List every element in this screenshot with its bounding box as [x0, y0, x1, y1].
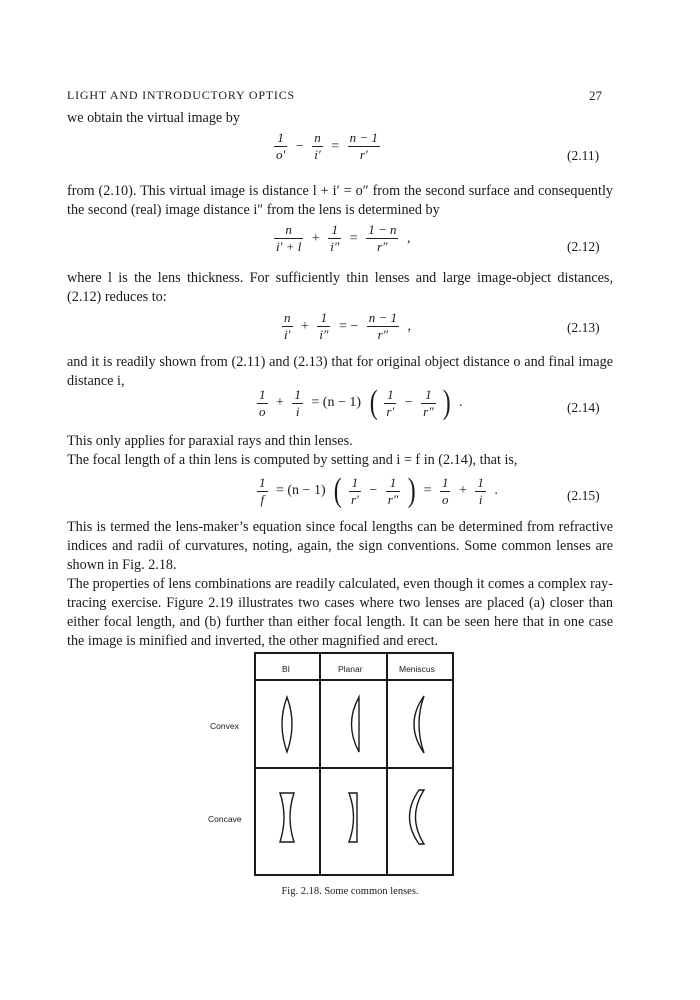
fraction: $\frac{1}{i}$ [477, 474, 484, 507]
fraction: $\frac{1}{o}$ [259, 386, 266, 419]
fraction: $\frac{1}{r''}$ [423, 386, 434, 419]
paragraph-8: The properties of lens combinations are readily calculated, even though it comes a complex ray-tracing exercise. Figure 2.19 illustrates two cases where two lenses are placed (a) closer than either focal length, and (b) further than either focal length. It can be seen here that in one case the image is minified and inverted, the other magnified and erect. [67, 576, 613, 649]
paragraph-4: and it is readily shown from (2.11) and (2.13) that for original object distance o and final image distance i, [67, 354, 613, 389]
fraction: $\frac{1}{i''}$ [330, 222, 340, 254]
row-label-convex: Convex [210, 721, 239, 731]
equation-2-12: $\frac{n}{i' + l}$ + $\frac{1}{i''}$ = $\frac{1 - n}{r''}$ , [276, 222, 411, 254]
equation-number: (2.15) [567, 488, 600, 503]
equation-number: (2.12) [567, 239, 600, 254]
page-number: 27 [589, 88, 602, 103]
fraction: $\frac{n - 1}{r''}$ [368, 310, 398, 342]
convex-bi-lens [282, 697, 292, 752]
equation-number: (2.13) [567, 320, 600, 335]
equation-2-11: $\frac{1}{o'}$ − $\frac{n}{i'}$ = $\frac{n - 1}{r'}$ [276, 130, 378, 162]
convex-planar-lens [352, 697, 360, 752]
paragraph-3: where l is the lens thickness. For sufficiently thin lenses and large image-object distances, (2.12) reduces to: [67, 270, 613, 305]
convex-meniscus-lens [414, 696, 424, 753]
equation-number: (2.11) [567, 148, 600, 163]
running-title: LIGHT AND INTRODUCTORY OPTICS [67, 88, 295, 102]
concave-planar-lens [349, 793, 357, 842]
fraction: $\frac{1}{o}$ [441, 474, 449, 507]
fraction: $\frac{n - 1}{r'}$ [349, 130, 378, 162]
equation-number: (2.14) [567, 400, 600, 415]
figure-caption: Fig. 2.18. Some common lenses. [281, 886, 419, 897]
equation-2-13: $\frac{n}{i'}$ + $\frac{1}{i''}$ = − $\frac{n - 1}{r''}$ , [284, 310, 412, 342]
fraction: $\frac{n}{i'}$ [284, 310, 291, 342]
equation-2-15: $\frac{1}{f}$ = (n − 1) ( $\frac{1}{r'}$ − $\frac{1}{r''}$ ) = $\frac{1}{o}$ + $\frac{1}{i}$ . [259, 472, 498, 509]
paragraph-2: from (2.10). This virtual image is distance l + i′ = o″ from the second surface and consequently the second (real) image distance i″ from the lens is determined by [67, 183, 613, 218]
column-header-bi: BI [282, 664, 291, 674]
fraction: $\frac{1}{r'}$ [350, 474, 359, 507]
equation-2-14: $\frac{1}{o}$ + $\frac{1}{i}$ = (n − 1) ( $\frac{1}{r'}$ − $\frac{1}{r''}$ ) . [259, 384, 463, 421]
column-header-planar: Planar [338, 664, 363, 674]
fraction: $\frac{1}{i''}$ [319, 310, 329, 342]
row-label-concave: Concave [208, 814, 242, 824]
paragraph-7: This is termed the lens-maker’s equation since focal lengths can be determined from refractive indices and radii of curvatures, noting, again, the sign conventions. Some common lenses are shown in Fig. 2.18. [67, 519, 613, 573]
concave-bi-lens [280, 793, 294, 842]
fraction: $\frac{1}{o'}$ [276, 130, 286, 162]
paragraph-5: This only applies for paraxial rays and thin lenses. [67, 433, 353, 449]
fraction: $\frac{n}{i' + l}$ [276, 222, 302, 254]
fraction: $\frac{1}{i}$ [294, 386, 301, 419]
lens-grid [254, 652, 454, 876]
fraction: $\frac{n}{i'}$ [314, 130, 321, 162]
paragraph-1: we obtain the virtual image by [67, 110, 240, 126]
concave-meniscus-lens [410, 790, 425, 844]
fraction: $\frac{1 - n}{r''}$ [368, 222, 397, 254]
fraction: $\frac{1}{f}$ [259, 474, 266, 507]
fraction: $\frac{1}{r'}$ [386, 386, 395, 419]
column-header-meniscus: Meniscus [399, 664, 435, 674]
fraction: $\frac{1}{r''}$ [387, 474, 399, 507]
paragraph-6: The focal length of a thin lens is computed by setting and i = f in (2.14), that is, [67, 452, 518, 468]
